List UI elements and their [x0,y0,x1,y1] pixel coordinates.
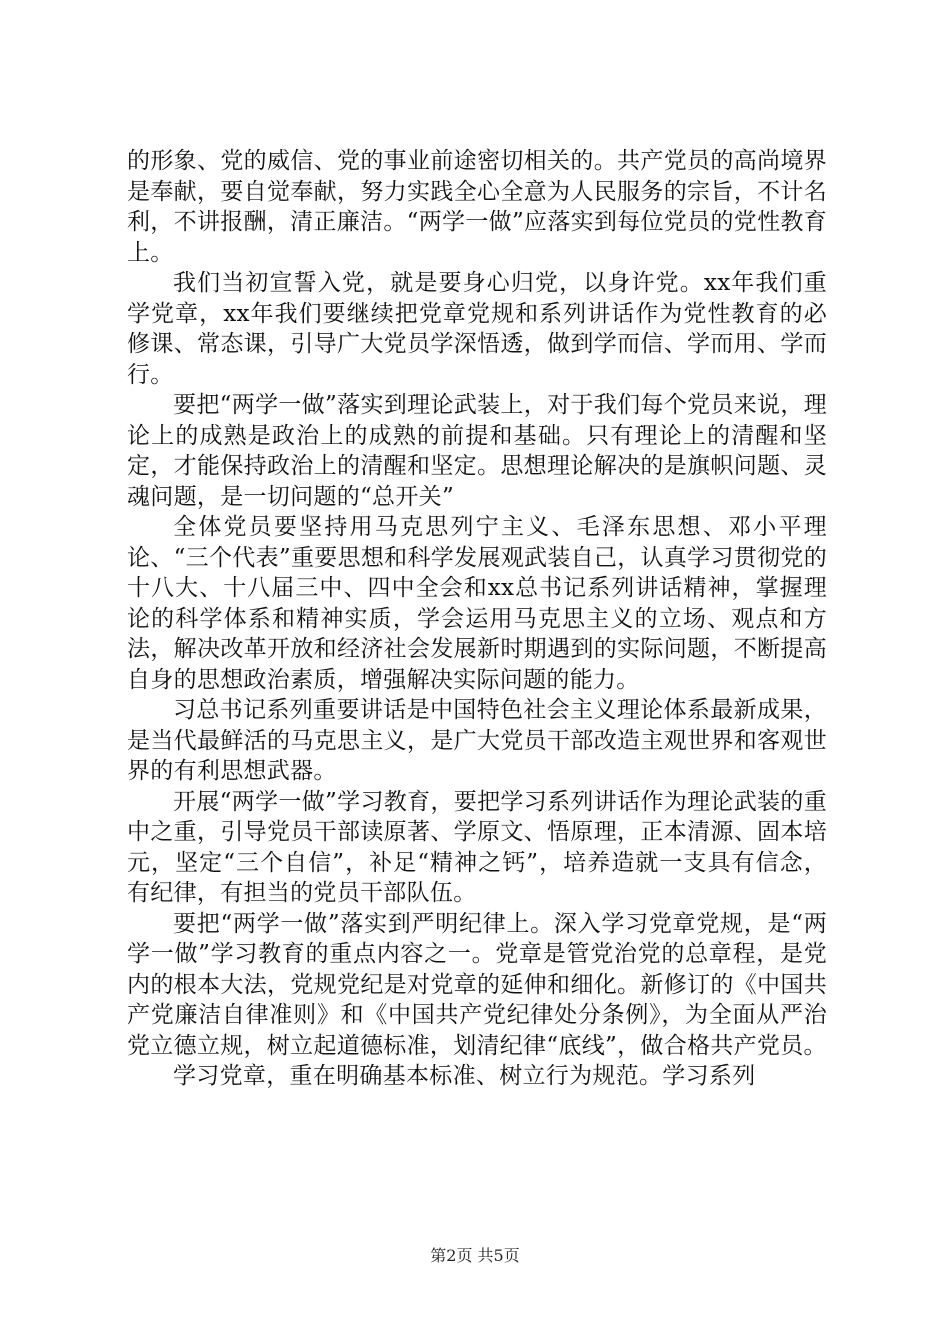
document-body [127,146,827,1092]
paragraph: 开展“两学一做”学习教育，要把学习系列讲话作为理论武装的重中之重，引导党员干部读原著、学原文、悟原理，正本清源、固本培元，坚定“三个自信”，补足“精神之钙”，培养造就一支具有信念，有纪律，有担当的党员干部队伍。 [127,788,827,906]
paragraph: 要把“两学一做”落实到理论武装上，对于我们每个党员来说，理论上的成熟是政治上的成熟的前提和基础。只有理论上的清醒和坚定，才能保持政治上的清醒和坚定。思想理论解决的是旗帜问题、灵魂问题，是一切问题的“总开关” [127,392,827,510]
paragraph: 我们当初宣誓入党，就是要身心归党，以身许党。xx年我们重学党章，xx年我们要继续把党章党规和系列讲话作为党性教育的必修课、常态课，引导广大党员学深悟透，做到学而信、学而用、学而行。 [127,270,827,388]
paragraph: 全体党员要坚持用马克思列宁主义、毛泽东思想、邓小平理论、“三个代表”重要思想和科学发展观武装自己，认真学习贯彻党的十八大、十八届三中、四中全会和xx总书记系列讲话精神，掌握理论的科学体系和精神实质，学会运用马克思主义的立场、观点和方法，解决改革开放和经济社会发展新时期遇到的实际问题，不断提高自身的思想政治素质，增强解决实际问题的能力。 [127,514,827,693]
paragraph: 学习党章，重在明确基本标准、树立行为规范。学习系列 [173,1063,756,1089]
page-number-footer: 第2页 共5页 [430,1246,520,1265]
paragraph-continued: 的形象、党的威信、党的事业前途密切相关的。共产党员的高尚境界是奉献，要自觉奉献，努力实践全心全意为人民服务的宗旨，不计名利，不讲报酬，清正廉洁。“两学一做”应落实到每位党员的党性教育上。 [127,148,827,266]
paragraph: 要把“两学一做”落实到严明纪律上。深入学习党章党规，是“两学一做”学习教育的重点内容之一。党章是管党治党的总章程，是党内的根本大法，党规党纪是对党章的延伸和细化。新修订的《中国共产党廉洁自律准则》和《中国共产党纪律处分条例》，为全面从严治党立德立规，树立起道德标准，划清纪律“底线”，做合格共产党员。 [127,910,827,1059]
paragraph: 习总书记系列重要讲话是中国特色社会主义理论体系最新成果，是当代最鲜活的马克思主义，是广大党员干部改造主观世界和客观世界的有利思想武器。 [127,697,827,784]
